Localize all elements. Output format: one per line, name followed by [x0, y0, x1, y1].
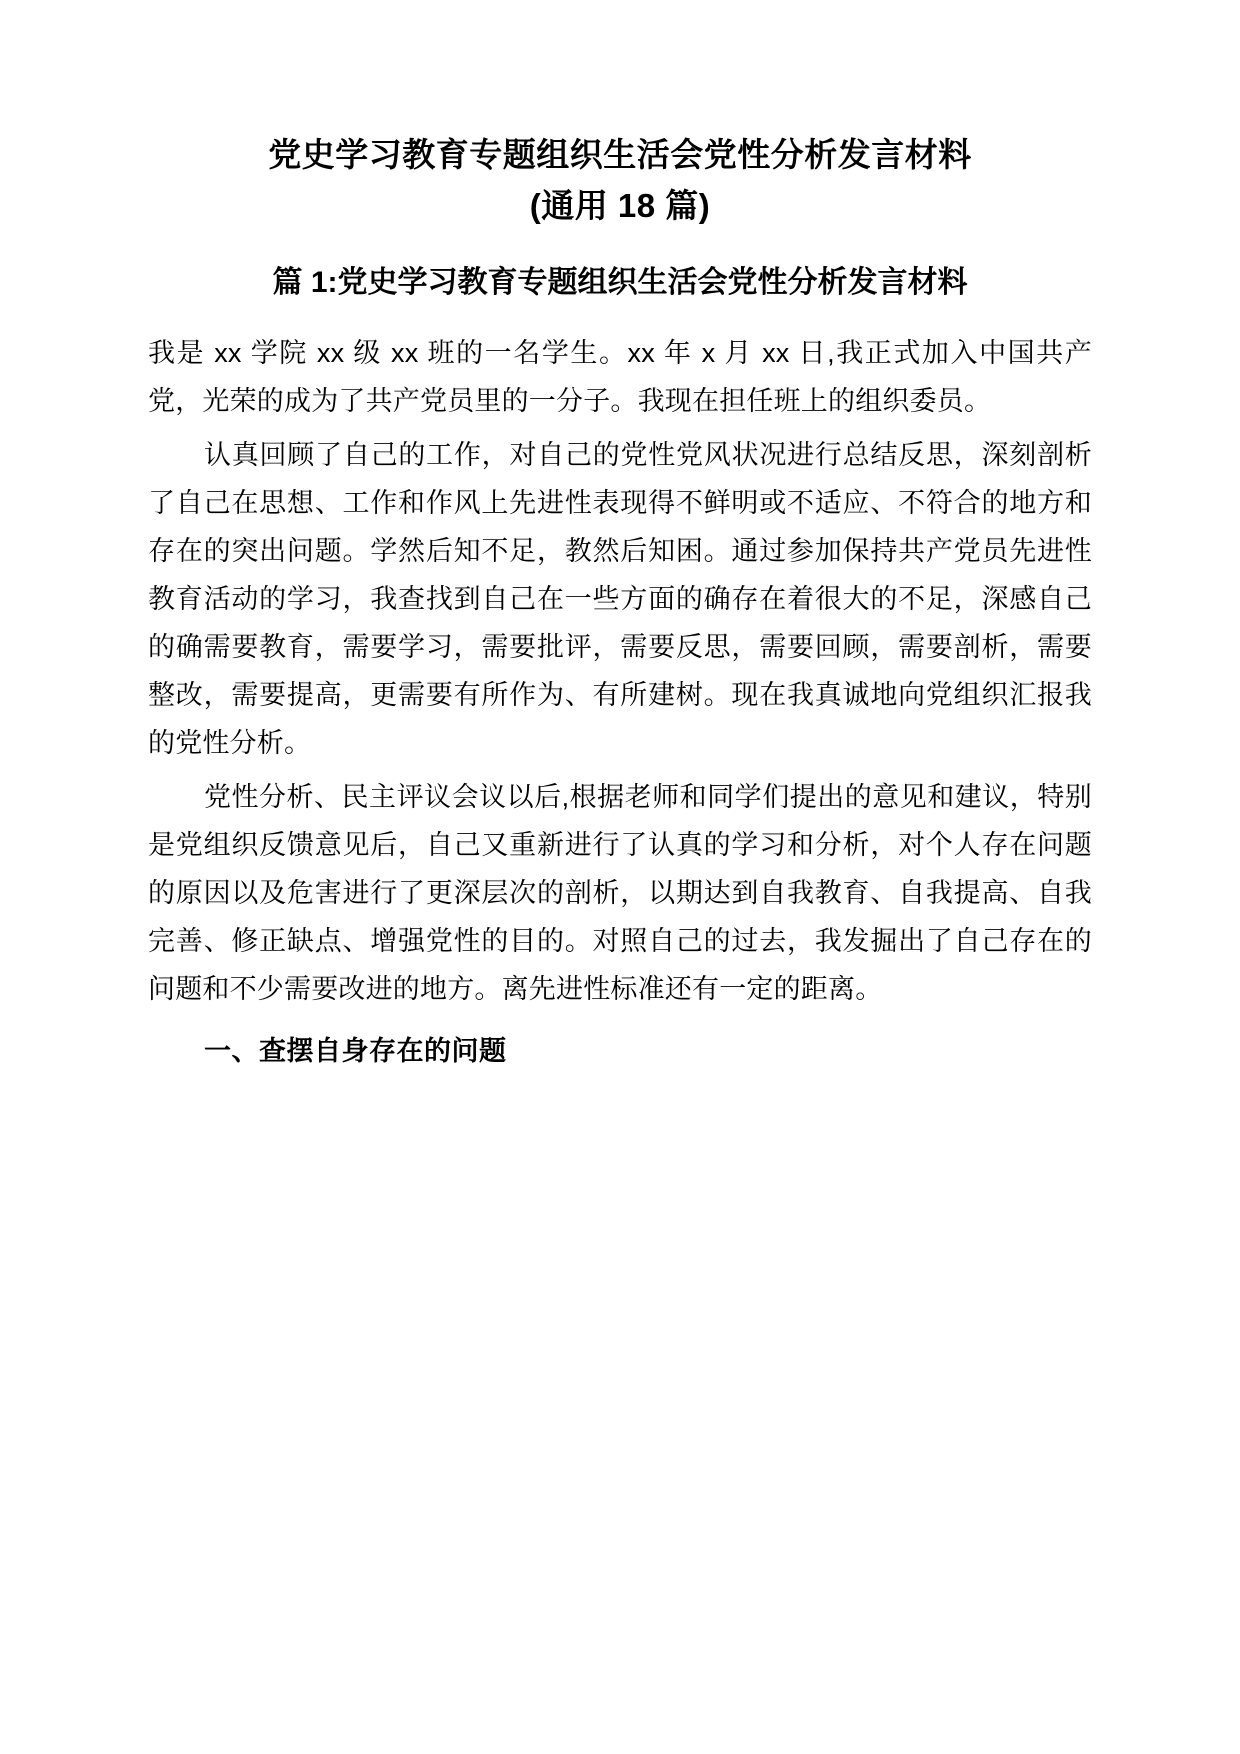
paragraph-1: 我是 xx 学院 xx 级 xx 班的一名学生。xx 年 x 月 xx 日,我正式加入中国共产党，光荣的成为了共产党员里的一分子。我现在担任班上的组织委员。	[148, 337, 1092, 416]
page-subtitle: (通用 18 篇)	[529, 186, 711, 224]
section-heading: 篇 1:党史学习教育专题组织生活会党性分析发言材料	[272, 265, 968, 299]
paragraph-3: 党性分析、民主评议会议以后,根据老师和同学们提出的意见和建议，特别是党组织反馈意见后，自己又重新进行了认真的学习和分析，对个人存在问题的原因以及危害进行了更深层次的剖析，以期达到自我教育、自我提高、自我完善、修正缺点、增强党性的目的。对照自己的过去，我发掘出了自己存在的问题和不少需要改进的地方。离先进性标准还有一定的距离。	[148, 782, 1092, 1005]
page-title: 党史学习教育专题组织生活会党性分析发言材料	[268, 136, 972, 173]
sub-heading-1: 一、查摆自身存在的问题	[204, 1036, 507, 1067]
paragraph-2: 认真回顾了自己的工作，对自己的党性党风状况进行总结反思，深刻剖析了自己在思想、工作和作风上先进性表现得不鲜明或不适应、不符合的地方和存在的突出问题。学然后知不足，教然后知困。通过参加保持共产党员先进性教育活动的学习，我查找到自己在一些方面的确存在着很大的不足，深感自己的确需要教育，需要学习，需要批评，需要反思，需要回顾，需要剖析，需要整改，需要提高，更需要有所作为、有所建树。现在我真诚地向党组织汇报我的党性分析。	[148, 439, 1092, 759]
